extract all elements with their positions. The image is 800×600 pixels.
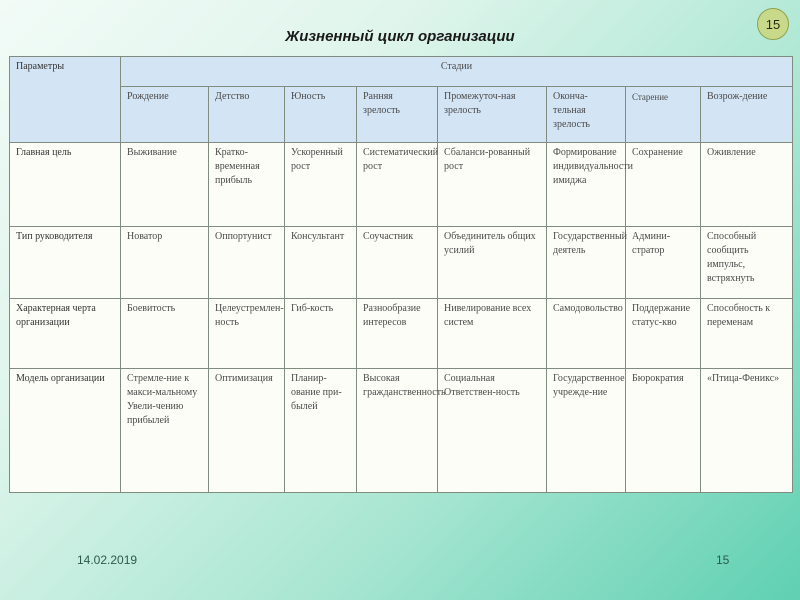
table-cell: Систематический рост (357, 143, 438, 227)
table-cell: Целеустремлен-ность (209, 299, 285, 369)
footer-page-number: 15 (716, 553, 730, 567)
row-param: Главная цель (10, 143, 121, 227)
table-cell: Кратко-временная прибыль (209, 143, 285, 227)
table-cell: Бюрократия (626, 369, 701, 493)
table-cell: Способность к переменам (701, 299, 793, 369)
stages-header: Стадии (121, 57, 793, 87)
table-row (10, 299, 793, 369)
table-cell: Социальная Ответствен-ность (438, 369, 547, 493)
slide-title: Жизненный цикл организации (285, 28, 515, 45)
table-cell: «Птица-Феникс» (701, 369, 793, 493)
row-param: Тип руководителя (10, 227, 121, 299)
footer-date: 14.02.2019 (77, 553, 138, 567)
table-cell: Сохранение (626, 143, 701, 227)
row-param: Характерная черта организации (10, 299, 121, 369)
table-cell: Гиб-кость (285, 299, 357, 369)
table-cell: Сбаланси-рованный рост (438, 143, 547, 227)
stage-header: Промежуточ-ная зрелость (438, 87, 547, 143)
table-row (10, 227, 793, 299)
table-cell: Новатор (121, 227, 209, 299)
table-cell: Самодовольство (547, 299, 626, 369)
table-cell: Консультант (285, 227, 357, 299)
slide-number-badge: 15 (757, 8, 789, 40)
table-cell: Способный сообщить импульс, встряхнуть (701, 227, 793, 299)
params-header: Параметры (10, 57, 121, 143)
table-row (10, 143, 793, 227)
stage-header: Юность (285, 87, 357, 143)
table-cell: Оппортунист (209, 227, 285, 299)
stage-header: Возрож-дение (701, 87, 793, 143)
table-cell: Соучастник (357, 227, 438, 299)
stage-header: Ранняя зрелость (357, 87, 438, 143)
table-cell: Нивелирование всех систем (438, 299, 547, 369)
table-cell: Формирование индивидуальности имиджа (547, 143, 626, 227)
table-cell: Высокая гражданственность (357, 369, 438, 493)
stage-header: Детство (209, 87, 285, 143)
table-cell: Объединитель общих усилий (438, 227, 547, 299)
table-cell: Выживание (121, 143, 209, 227)
row-param: Модель организации (10, 369, 121, 493)
table-cell: Поддержание статус-кво (626, 299, 701, 369)
table-cell: Планир-ование при-былей (285, 369, 357, 493)
table-cell: Государственный деятель (547, 227, 626, 299)
table-cell: Боевитость (121, 299, 209, 369)
table-cell: Государственное учрежде-ние (547, 369, 626, 493)
table-cell: Админи-стратор (626, 227, 701, 299)
table-cell: Оптимизация (209, 369, 285, 493)
table-cell: Стремле-ние к макси-мальному Увели-чению прибылей (121, 369, 209, 493)
table-cell: Ускоренный рост (285, 143, 357, 227)
table-cell: Оживление (701, 143, 793, 227)
lifecycle-table (9, 56, 793, 493)
stage-header: Старение (626, 87, 701, 143)
table-row (10, 369, 793, 493)
stage-header: Рождение (121, 87, 209, 143)
stage-header: Оконча-тельная зрелость (547, 87, 626, 143)
table-cell: Разнообразие интересов (357, 299, 438, 369)
